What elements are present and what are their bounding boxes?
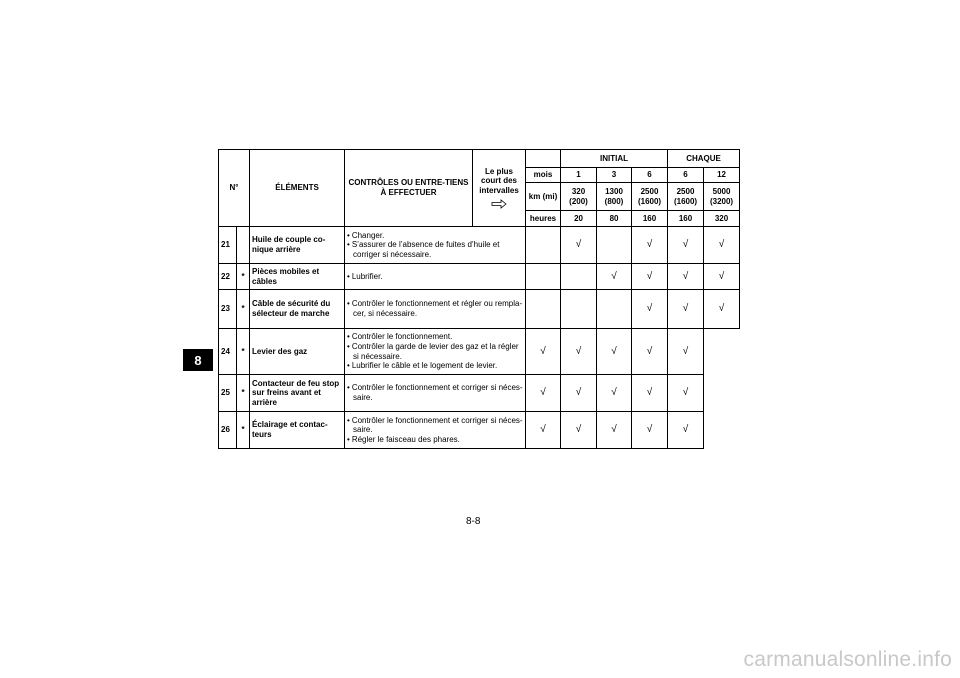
check-mark: √ — [704, 290, 740, 329]
row-number: 22 — [219, 264, 237, 290]
row-checks — [345, 375, 526, 412]
row-number: 26 — [219, 412, 237, 449]
check-mark: √ — [561, 329, 597, 375]
check-mark: √ — [597, 412, 632, 449]
row-star: * — [237, 375, 250, 412]
interval-label: mois — [526, 168, 561, 183]
interval-value: 5000 (3200) — [704, 183, 740, 211]
check-mark: √ — [668, 290, 704, 329]
row-checks — [345, 227, 526, 264]
row-item: Contacteur de feu stop sur freins avant et arrière — [250, 375, 345, 412]
check-mark — [597, 290, 632, 329]
row-star — [237, 227, 250, 264]
check-mark: √ — [561, 412, 597, 449]
row-star: * — [237, 290, 250, 329]
row-star: * — [237, 329, 250, 375]
check-mark: √ — [597, 329, 632, 375]
table-row — [219, 375, 740, 412]
row-star: * — [237, 412, 250, 449]
check-item: • Régler le faisceau des phares. — [347, 435, 523, 445]
row-checks — [345, 264, 526, 290]
interval-label: km (mi) — [526, 183, 561, 211]
check-mark: √ — [561, 227, 597, 264]
table-row — [219, 290, 740, 329]
watermark: carmanualsonline.info — [743, 648, 952, 671]
header-every: CHAQUE — [668, 150, 740, 168]
check-mark — [561, 264, 597, 290]
check-mark: √ — [561, 375, 597, 412]
interval-label: heures — [526, 211, 561, 227]
check-mark: √ — [668, 412, 704, 449]
chapter-tab: 8 — [183, 349, 213, 371]
row-checks — [345, 290, 526, 329]
check-mark: √ — [704, 227, 740, 264]
interval-value: 1 — [561, 168, 597, 183]
row-spacer — [526, 227, 561, 264]
check-mark: √ — [704, 264, 740, 290]
check-mark: √ — [632, 227, 668, 264]
header-initial: INITIAL — [561, 150, 668, 168]
check-mark: √ — [632, 375, 668, 412]
check-mark: √ — [668, 329, 704, 375]
arrow-right-icon — [491, 199, 507, 209]
check-mark: √ — [668, 227, 704, 264]
interval-value: 20 — [561, 211, 597, 227]
check-item: • S’assurer de l’absence de fuites d’huile et corriger si nécessaire. — [347, 240, 523, 259]
header-checks: CONTRÔLES OU ENTRE-TIENS À EFFECTUER — [345, 150, 473, 227]
row-item: Levier des gaz — [250, 329, 345, 375]
row-checks — [345, 329, 526, 375]
row-item: Éclairage et contac-teurs — [250, 412, 345, 449]
check-mark: √ — [668, 375, 704, 412]
interval-value: 6 — [632, 168, 668, 183]
interval-value: 2500 (1600) — [668, 183, 704, 211]
interval-value: 160 — [668, 211, 704, 227]
check-item: • Lubrifier. — [347, 272, 523, 282]
check-mark: √ — [632, 290, 668, 329]
check-mark: √ — [632, 412, 668, 449]
check-mark: √ — [597, 264, 632, 290]
table-row — [219, 329, 740, 375]
check-mark: √ — [526, 329, 561, 375]
check-mark: √ — [632, 264, 668, 290]
check-item: • Contrôler le fonctionnement et corriger si néces-saire. — [347, 416, 523, 435]
check-mark: √ — [597, 375, 632, 412]
check-item: • Lubrifier le câble et le logement de levier. — [347, 361, 523, 371]
interval-value: 6 — [668, 168, 704, 183]
row-item: Huile de couple co-nique arrière — [250, 227, 345, 264]
header-no: N° — [219, 150, 250, 227]
interval-value: 80 — [597, 211, 632, 227]
row-checks — [345, 412, 526, 449]
interval-value: 160 — [632, 211, 668, 227]
check-item: • Contrôler le fonctionnement et régler ou rempla-cer, si nécessaire. — [347, 299, 523, 318]
maintenance-table — [218, 149, 740, 449]
header-shortest-interval — [473, 150, 526, 227]
header-spacer — [526, 150, 561, 168]
table-row — [219, 412, 740, 449]
interval-value: 320 — [704, 211, 740, 227]
interval-value: 1300 (800) — [597, 183, 632, 211]
row-number: 24 — [219, 329, 237, 375]
row-spacer — [526, 290, 561, 329]
table-row — [219, 227, 740, 264]
table-row — [219, 264, 740, 290]
interval-value: 12 — [704, 168, 740, 183]
page-number: 8-8 — [466, 516, 481, 527]
row-star: * — [237, 264, 250, 290]
check-item: • Changer. — [347, 231, 523, 241]
header-shortest-label: Le plus court des intervalles — [479, 166, 519, 195]
check-mark: √ — [526, 412, 561, 449]
row-spacer — [526, 264, 561, 290]
interval-value: 320 (200) — [561, 183, 597, 211]
row-item: Câble de sécurité du sélecteur de marche — [250, 290, 345, 329]
check-item: • Contrôler le fonctionnement et corriger si néces-saire. — [347, 383, 523, 402]
row-number: 25 — [219, 375, 237, 412]
check-item: • Contrôler le fonctionnement. — [347, 332, 523, 342]
check-mark: √ — [668, 264, 704, 290]
check-mark — [561, 290, 597, 329]
check-item: • Contrôler la garde de levier des gaz et la régler si nécessaire. — [347, 342, 523, 361]
check-mark: √ — [632, 329, 668, 375]
interval-value: 3 — [597, 168, 632, 183]
check-mark — [597, 227, 632, 264]
row-item: Pièces mobiles et câbles — [250, 264, 345, 290]
header-items: ÉLÉMENTS — [250, 150, 345, 227]
row-number: 21 — [219, 227, 237, 264]
row-number: 23 — [219, 290, 237, 329]
check-mark: √ — [526, 375, 561, 412]
interval-value: 2500 (1600) — [632, 183, 668, 211]
